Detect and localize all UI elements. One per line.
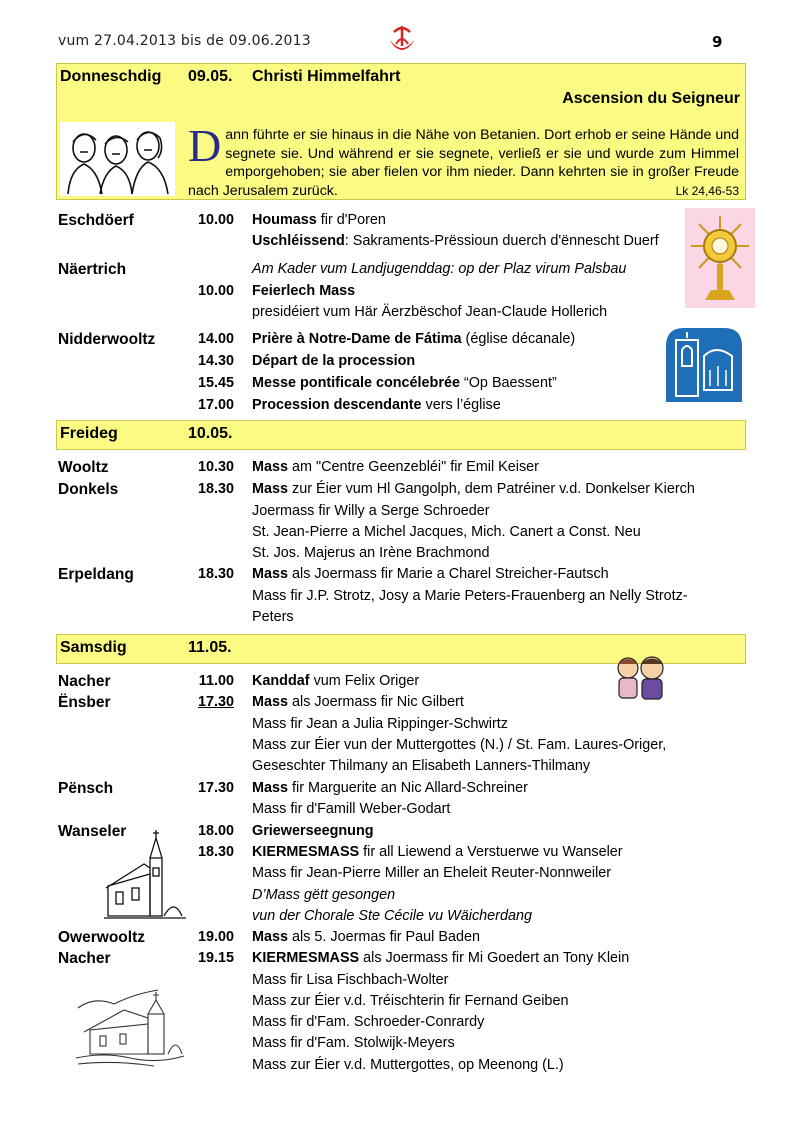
mass-time: 18.00 [197,823,234,839]
entry-text: Griewerseegnung [252,823,374,839]
feast-title: Christi Himmelfahrt [252,68,401,85]
entry-text: Mass fir d'Famill Weber-Godart [252,801,451,817]
day-bar-friday [56,420,746,450]
entry-text: Mass fir J.P. Strotz, Josy a Marie Peters-Frauenberg an Nelly Strotz- [252,588,688,604]
day-date: 11.05. [188,639,232,656]
place-name: Nacher [58,673,111,690]
place-name: Näertrich [58,261,127,278]
entry-text: Mass am "Centre Geenzebléi" fir Emil Keiser [252,459,539,475]
mass-time: 10.00 [197,212,234,228]
entry-text: Départ de la procession [252,353,416,369]
page-date-range: vum 27.04.2013 bis de 09.06.2013 [58,33,311,49]
entry-text: St. Jos. Majerus an Irène Brachmond [252,545,490,561]
gospel-dropcap: D [188,120,222,171]
mass-time: 18.30 [197,844,234,860]
place-name: Erpeldang [58,566,134,583]
place-name: Ënsber [58,694,111,711]
entry-text: Mass zur Éier v.d. Muttergottes, op Meenong (L.) [252,1057,564,1073]
place-name: Nidderwooltz [58,331,156,348]
mass-time: 14.00 [197,331,234,347]
entry-text: Mass fir d'Fam. Schroeder-Conrardy [252,1014,485,1030]
place-name: Wanseler [58,823,127,840]
entry-text: D’Mass gëtt gesongen [252,887,396,903]
feast-date: 09.05. [188,68,233,85]
entry-text: Peters [252,609,294,625]
entry-text: Messe pontificale concélebrée “Op Baessent” [252,375,557,391]
entry-text: Mass als Joermass fir Marie a Charel Streicher-Fautsch [252,566,609,582]
mass-time: 15.45 [197,375,234,391]
entry-text: Feierlech Mass [252,283,356,299]
baptism-family-icon [610,654,672,700]
entry-text: Mass zur Éier vum Hl Gangolph, dem Patréiner v.d. Donkelser Kierch [252,481,695,497]
day-date: 10.05. [188,425,233,442]
mass-time: 18.30 [197,566,234,582]
place-name: Owerwooltz [58,929,145,946]
day-name: Samsdig [60,639,127,656]
entry-text: Houmass fir d'Poren [252,212,386,228]
entry-text: Mass zur Éier v.d. Tréischterin fir Fernand Geiben [252,993,569,1009]
entry-text: Kanddaf vum Felix Origer [252,673,420,689]
day-name: Freideg [60,425,118,442]
feast-day: Donneschdig [60,68,162,85]
mass-time: 17.00 [197,397,234,413]
church-sketch-icon [104,828,186,924]
feast-subtitle: Ascension du Seigneur [562,90,740,107]
gospel-text: ann führte er sie hinaus in die Nähe von Betanien. Dort erhob er seine Hände und segnete sie. Und während er sie segnete, verließ er sie und wurde zum Himmel emporgehoben; sie aber fielen vor ihm nieder. Dann kehrten sie in großer Freude nach Jerusalem zurück. [188,127,739,199]
entry-text: KIERMESMASS als Joermass fir Mi Goedert an Tony Klein [252,950,630,966]
entry-text: Joermass fir Willy a Serge Schroeder [252,503,490,519]
entry-text: Mass fir Jean-Pierre Miller an Eheleit Reuter-Nonnweiler [252,865,612,881]
entry-text: Mass fir d'Fam. Stolwijk-Meyers [252,1035,455,1051]
village-church-sketch-icon [74,988,186,1070]
place-name: Wooltz [58,459,109,476]
entry-text: Am Kader vum Landjugenddag: op der Plaz virum Palsbau [252,261,627,277]
entry-text: Mass als 5. Joermas fir Paul Baden [252,929,480,945]
entry-text: Geseschter Thilmany an Elisabeth Lanners-Thilmany [252,758,591,774]
mass-time: 14.30 [197,353,234,369]
entry-text: St. Jean-Pierre a Michel Jacques, Mich. Canert a Const. Neu [252,524,641,540]
mass-time: 11.00 [198,673,234,689]
entry-text: Uschléissend: Sakraments-Prëssioun duerch d'ënnescht Duerf [252,233,659,249]
mass-time: 17.30 [197,694,234,710]
mass-time: 19.15 [197,950,234,966]
place-name: Donkels [58,481,119,498]
page-number: 9 [712,33,723,51]
entry-text: Procession descendante vers l’église [252,397,501,413]
entry-text: Mass als Joermass fir Nic Gilbert [252,694,464,710]
entry-text: Mass fir Marguerite an Nic Allard-Schreiner [252,780,528,796]
place-name: Nacher [58,950,111,967]
entry-text: Prière à Notre-Dame de Fátima (église décanale) [252,331,576,347]
monstrance-icon [685,208,755,308]
entry-text: Mass zur Éier vun der Muttergottes (N.) / St. Fam. Laures-Origer, [252,737,667,753]
gospel-quote [188,120,739,200]
entry-text: Mass fir Jean a Julia Rippinger-Schwirtz [252,716,508,732]
entry-text: Mass fir Lisa Fischbach-Wolter [252,972,449,988]
mass-time: 10.00 [197,283,234,299]
fatima-chapel-logo-icon [664,326,744,404]
place-name: Pënsch [58,780,114,797]
place-name: Eschdöerf [58,212,134,229]
entry-text: presidéiert vum Här Äerzbëschof Jean-Claude Hollerich [252,304,608,320]
apostles-illustration-icon [60,122,175,196]
gospel-reference: Lk 24,46-53 [675,183,739,198]
mass-time: 18.30 [197,481,234,497]
mass-time: 19.00 [197,929,234,945]
mass-time: 10.30 [197,459,234,475]
mass-time: 17.30 [197,780,234,796]
entry-text: vun der Chorale Ste Cécile vu Wäicherdang [252,908,532,924]
entry-text: KIERMESMASS fir all Liewend a Verstuerwe vu Wanseler [252,844,623,860]
parish-logo-icon [384,22,420,56]
